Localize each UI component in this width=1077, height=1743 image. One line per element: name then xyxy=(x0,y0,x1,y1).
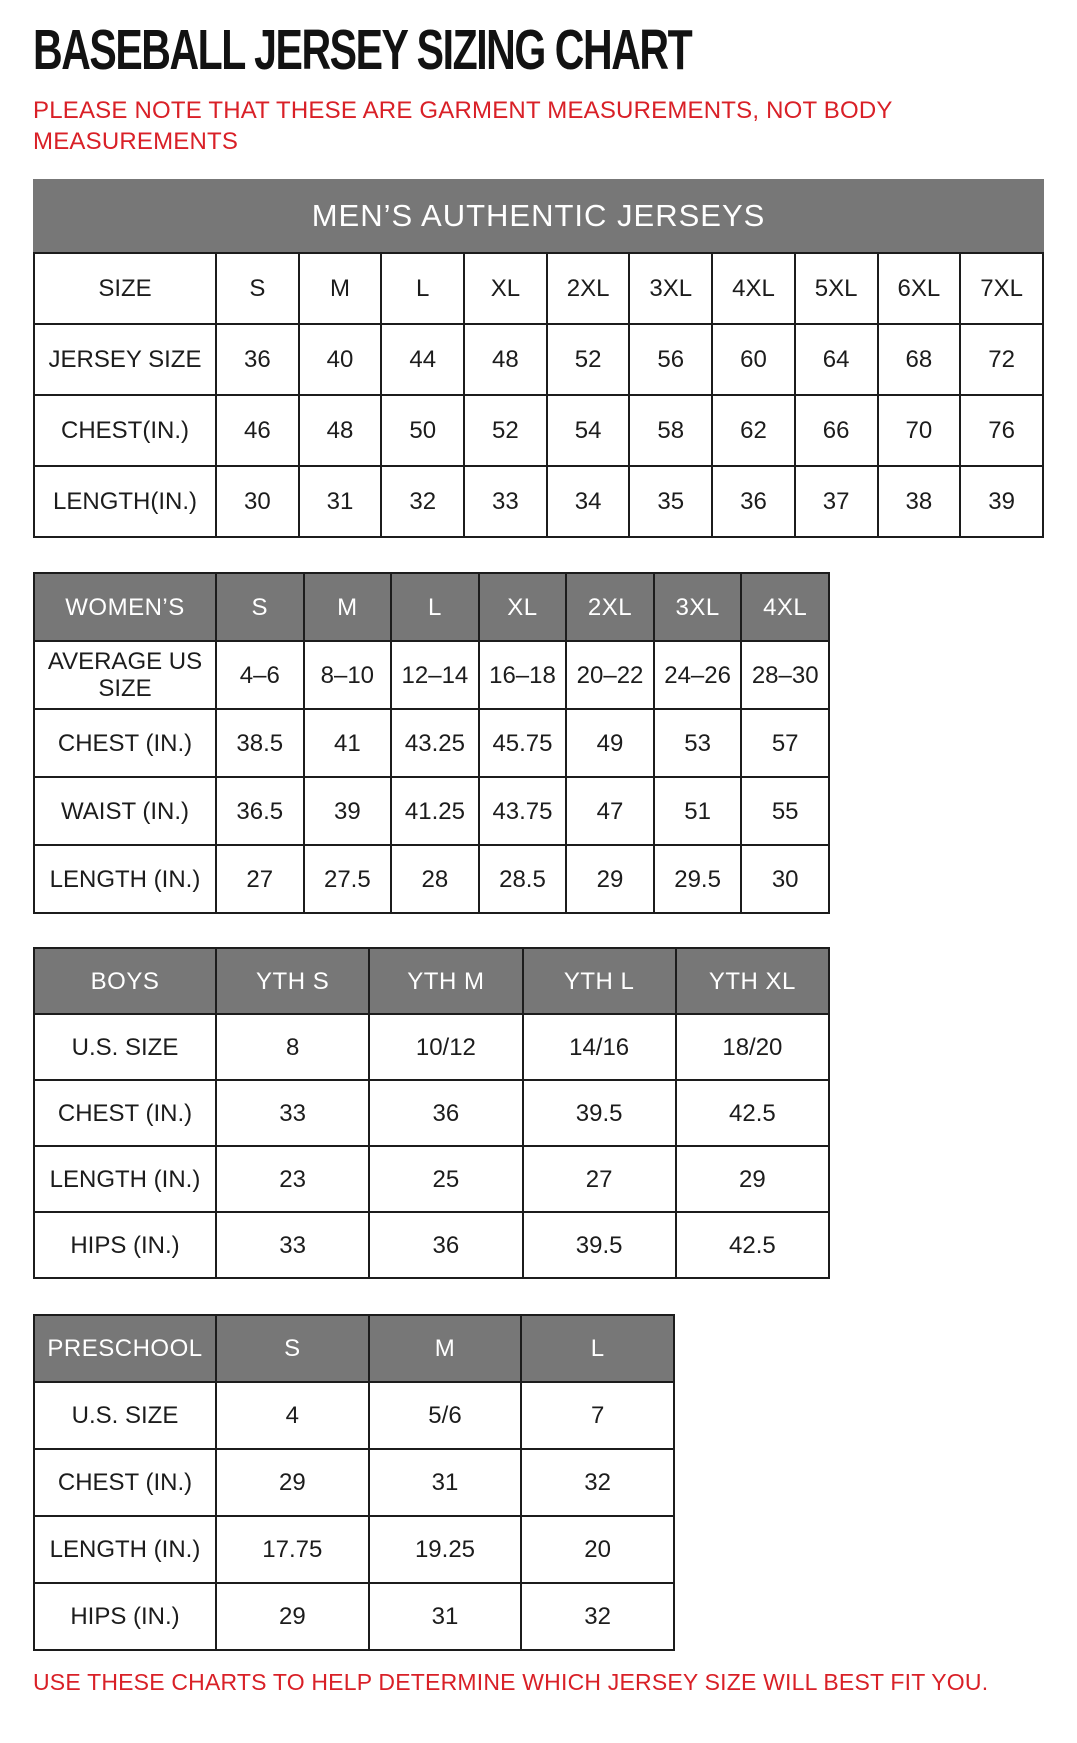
value-cell: 29 xyxy=(566,845,654,913)
header-row xyxy=(34,573,829,641)
value-cell: 33 xyxy=(464,466,547,537)
value-cell: 36 xyxy=(369,1080,522,1146)
size-header-cell: S xyxy=(216,1315,369,1382)
mens-sizing-table xyxy=(33,252,1044,538)
size-header-cell: M xyxy=(369,1315,522,1382)
size-header-cell: L xyxy=(381,253,464,324)
value-cell: 44 xyxy=(381,324,464,395)
row-label-cell: U.S. SIZE xyxy=(34,1014,216,1080)
size-header-cell: 6XL xyxy=(878,253,961,324)
table-corner-header-cell: WOMEN’S xyxy=(34,573,216,641)
value-cell: 54 xyxy=(547,395,630,466)
value-cell: 17.75 xyxy=(216,1516,369,1583)
value-cell: 19.25 xyxy=(369,1516,522,1583)
row-label-cell: LENGTH (IN.) xyxy=(34,1516,216,1583)
value-cell: 34 xyxy=(547,466,630,537)
value-cell: 25 xyxy=(369,1146,522,1212)
size-header-cell: L xyxy=(391,573,479,641)
table-row xyxy=(34,1516,674,1583)
value-cell: 29 xyxy=(676,1146,829,1212)
value-cell: 39.5 xyxy=(523,1080,676,1146)
value-cell: 50 xyxy=(381,395,464,466)
size-header-cell: YTH L xyxy=(523,948,676,1014)
value-cell: 47 xyxy=(566,777,654,845)
size-header-cell: XL xyxy=(464,253,547,324)
size-header-cell: 2XL xyxy=(566,573,654,641)
value-cell: 28.5 xyxy=(479,845,567,913)
preschool-sizing-table xyxy=(33,1314,675,1651)
value-cell: 52 xyxy=(464,395,547,466)
header-row xyxy=(34,948,829,1014)
value-cell: 60 xyxy=(712,324,795,395)
row-label-cell: AVERAGE US SIZE xyxy=(34,641,216,709)
value-cell: 48 xyxy=(299,395,382,466)
value-cell: 36 xyxy=(712,466,795,537)
value-cell: 20–22 xyxy=(566,641,654,709)
value-cell: 12–14 xyxy=(391,641,479,709)
table-row xyxy=(34,324,1043,395)
size-header-cell: 5XL xyxy=(795,253,878,324)
value-cell: 36.5 xyxy=(216,777,304,845)
row-label-cell: CHEST (IN.) xyxy=(34,709,216,777)
row-label-cell: HIPS (IN.) xyxy=(34,1583,216,1650)
value-cell: 58 xyxy=(629,395,712,466)
value-cell: 72 xyxy=(960,324,1043,395)
value-cell: 39 xyxy=(960,466,1043,537)
value-cell: 76 xyxy=(960,395,1043,466)
value-cell: 7 xyxy=(521,1382,674,1449)
garment-measurements-note: PLEASE NOTE THAT THESE ARE GARMENT MEASUREMENTS, NOT BODY MEASUREMENTS xyxy=(33,97,893,156)
value-cell: 31 xyxy=(369,1583,522,1650)
value-cell: 24–26 xyxy=(654,641,742,709)
table-row xyxy=(34,709,829,777)
value-cell: 36 xyxy=(216,324,299,395)
value-cell: 20 xyxy=(521,1516,674,1583)
value-cell: 30 xyxy=(216,466,299,537)
table-row xyxy=(34,395,1043,466)
table-row xyxy=(34,1146,829,1212)
value-cell: 55 xyxy=(741,777,829,845)
table-corner-header-cell: PRESCHOOL xyxy=(34,1315,216,1382)
value-cell: 18/20 xyxy=(676,1014,829,1080)
value-cell: 40 xyxy=(299,324,382,395)
value-cell: 16–18 xyxy=(479,641,567,709)
size-header-cell: XL xyxy=(479,573,567,641)
row-label-cell: WAIST (IN.) xyxy=(34,777,216,845)
value-cell: 31 xyxy=(369,1449,522,1516)
value-cell: 36 xyxy=(369,1212,522,1278)
row-label-cell: LENGTH (IN.) xyxy=(34,845,216,913)
table-corner-header-cell: BOYS xyxy=(34,948,216,1014)
value-cell: 68 xyxy=(878,324,961,395)
value-cell: 27 xyxy=(216,845,304,913)
table-row xyxy=(34,1583,674,1650)
size-header-cell: 3XL xyxy=(654,573,742,641)
value-cell: 39.5 xyxy=(523,1212,676,1278)
size-header-cell: S xyxy=(216,253,299,324)
value-cell: 43.25 xyxy=(391,709,479,777)
row-label-cell: CHEST(IN.) xyxy=(34,395,216,466)
value-cell: 70 xyxy=(878,395,961,466)
table-row xyxy=(34,641,829,709)
size-header-cell: 2XL xyxy=(547,253,630,324)
value-cell: 27 xyxy=(523,1146,676,1212)
size-header-cell: YTH XL xyxy=(676,948,829,1014)
row-label-cell: U.S. SIZE xyxy=(34,1382,216,1449)
row-label-cell: JERSEY SIZE xyxy=(34,324,216,395)
value-cell: 10/12 xyxy=(369,1014,522,1080)
value-cell: 31 xyxy=(299,466,382,537)
row-label-cell: CHEST (IN.) xyxy=(34,1449,216,1516)
value-cell: 33 xyxy=(216,1080,369,1146)
value-cell: 28–30 xyxy=(741,641,829,709)
value-cell: 28 xyxy=(391,845,479,913)
value-cell: 52 xyxy=(547,324,630,395)
value-cell: 62 xyxy=(712,395,795,466)
value-cell: 29 xyxy=(216,1583,369,1650)
value-cell: 66 xyxy=(795,395,878,466)
value-cell: 5/6 xyxy=(369,1382,522,1449)
header-row xyxy=(34,253,1043,324)
value-cell: 4–6 xyxy=(216,641,304,709)
value-cell: 51 xyxy=(654,777,742,845)
value-cell: 27.5 xyxy=(304,845,392,913)
table-row xyxy=(34,1212,829,1278)
value-cell: 29 xyxy=(216,1449,369,1516)
header-row xyxy=(34,1315,674,1382)
value-cell: 33 xyxy=(216,1212,369,1278)
value-cell: 42.5 xyxy=(676,1212,829,1278)
table-row xyxy=(34,1449,674,1516)
womens-sizing-table xyxy=(33,572,830,914)
value-cell: 41.25 xyxy=(391,777,479,845)
boys-sizing-table xyxy=(33,947,830,1279)
size-header-cell: L xyxy=(521,1315,674,1382)
value-cell: 8 xyxy=(216,1014,369,1080)
value-cell: 57 xyxy=(741,709,829,777)
table-corner-header-cell: SIZE xyxy=(34,253,216,324)
value-cell: 49 xyxy=(566,709,654,777)
value-cell: 53 xyxy=(654,709,742,777)
footer-note: USE THESE CHARTS TO HELP DETERMINE WHICH JERSEY SIZE WILL BEST FIT YOU. xyxy=(33,1669,989,1696)
value-cell: 14/16 xyxy=(523,1014,676,1080)
value-cell: 46 xyxy=(216,395,299,466)
value-cell: 37 xyxy=(795,466,878,537)
size-header-cell: 4XL xyxy=(741,573,829,641)
size-header-cell: 4XL xyxy=(712,253,795,324)
table-row xyxy=(34,1382,674,1449)
size-header-cell: 7XL xyxy=(960,253,1043,324)
row-label-cell: HIPS (IN.) xyxy=(34,1212,216,1278)
value-cell: 48 xyxy=(464,324,547,395)
row-label-cell: CHEST (IN.) xyxy=(34,1080,216,1146)
size-header-cell: S xyxy=(216,573,304,641)
value-cell: 30 xyxy=(741,845,829,913)
table-row xyxy=(34,845,829,913)
value-cell: 4 xyxy=(216,1382,369,1449)
table-row xyxy=(34,466,1043,537)
size-header-cell: YTH M xyxy=(369,948,522,1014)
value-cell: 38.5 xyxy=(216,709,304,777)
row-label-cell: LENGTH(IN.) xyxy=(34,466,216,537)
value-cell: 32 xyxy=(521,1449,674,1516)
table-row xyxy=(34,1080,829,1146)
value-cell: 29.5 xyxy=(654,845,742,913)
value-cell: 56 xyxy=(629,324,712,395)
size-header-cell: 3XL xyxy=(629,253,712,324)
value-cell: 32 xyxy=(381,466,464,537)
size-header-cell: YTH S xyxy=(216,948,369,1014)
page-title: BASEBALL JERSEY SIZING CHART xyxy=(33,18,692,82)
size-header-cell: M xyxy=(304,573,392,641)
value-cell: 32 xyxy=(521,1583,674,1650)
value-cell: 45.75 xyxy=(479,709,567,777)
mens-authentic-jerseys-banner: MEN’S AUTHENTIC JERSEYS xyxy=(33,179,1044,252)
table-row xyxy=(34,777,829,845)
value-cell: 23 xyxy=(216,1146,369,1212)
table-row xyxy=(34,1014,829,1080)
value-cell: 41 xyxy=(304,709,392,777)
row-label-cell: LENGTH (IN.) xyxy=(34,1146,216,1212)
value-cell: 35 xyxy=(629,466,712,537)
value-cell: 38 xyxy=(878,466,961,537)
value-cell: 43.75 xyxy=(479,777,567,845)
value-cell: 64 xyxy=(795,324,878,395)
value-cell: 8–10 xyxy=(304,641,392,709)
size-header-cell: M xyxy=(299,253,382,324)
value-cell: 39 xyxy=(304,777,392,845)
value-cell: 42.5 xyxy=(676,1080,829,1146)
